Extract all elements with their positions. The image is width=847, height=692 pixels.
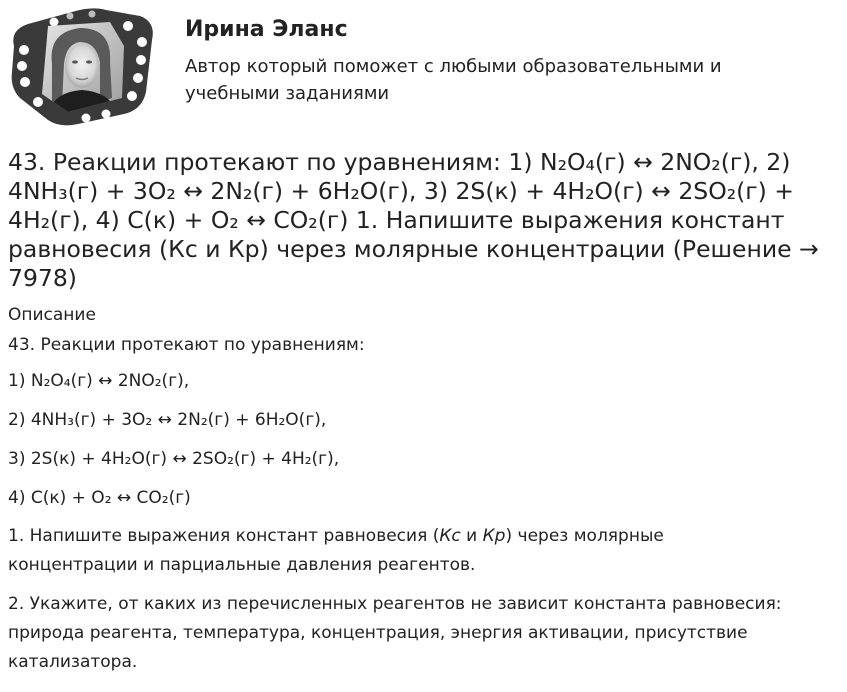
- avatar[interactable]: [8, 6, 158, 128]
- author-description: Автор который поможет с любыми образовательными и учебными заданиями: [185, 56, 722, 104]
- question-1-suffix: ) через молярные: [505, 526, 664, 546]
- reaction-4: 4) C(к) + O₂ ↔ CO₂(г): [8, 488, 191, 508]
- task-title: 43. Реакции протекают по уравнениям: 1) N₂O₄(г) ↔ 2NO₂(г), 2) 4NH₃(г) + 3O₂ ↔ 2N₂(г) + 6H₂O(г), 3) 2S(к) + 4H₂O(г) ↔ 2SO₂(г) + 4H₂(г), 4) C(к) + O₂ ↔ CO₂(г) 1. Напишите выражения констант равновесия (Кс и Кр) через молярные концентрации (Решение → 7978): [8, 148, 819, 292]
- kc-symbol: Кс: [439, 526, 461, 546]
- question-1-line-1: [8, 522, 836, 551]
- author-name[interactable]: Ирина Эланс: [185, 17, 348, 42]
- author-card: [8, 6, 838, 128]
- avatar-photo-frame: [8, 6, 158, 128]
- description-heading: 43. Реакции протекают по уравнениям:: [8, 335, 365, 355]
- reaction-1: 1) N₂O₄(г) ↔ 2NO₂(г),: [8, 371, 190, 391]
- question-1: [8, 522, 836, 580]
- kp-symbol: Кр: [482, 526, 506, 546]
- question-1-line-2: концентрации и парциальные давления реагентов.: [8, 555, 476, 575]
- question-2: 2. Укажите, от каких из перечисленных реагентов не зависит константа равновесия: природа реагента, температура, концентрация, энергия активации, присутствие катализатора.: [8, 594, 782, 672]
- reaction-2: 2) 4NH₃(г) + 3O₂ ↔ 2N₂(г) + 6H₂O(г),: [8, 410, 327, 430]
- reaction-3: 3) 2S(к) + 4H₂O(г) ↔ 2SO₂(г) + 4H₂(г),: [8, 449, 340, 469]
- question-1-prefix: 1. Напишите выражения констант равновесия (: [8, 526, 440, 546]
- description-section-label: Описание: [8, 305, 96, 325]
- question-1-and: и: [460, 526, 483, 546]
